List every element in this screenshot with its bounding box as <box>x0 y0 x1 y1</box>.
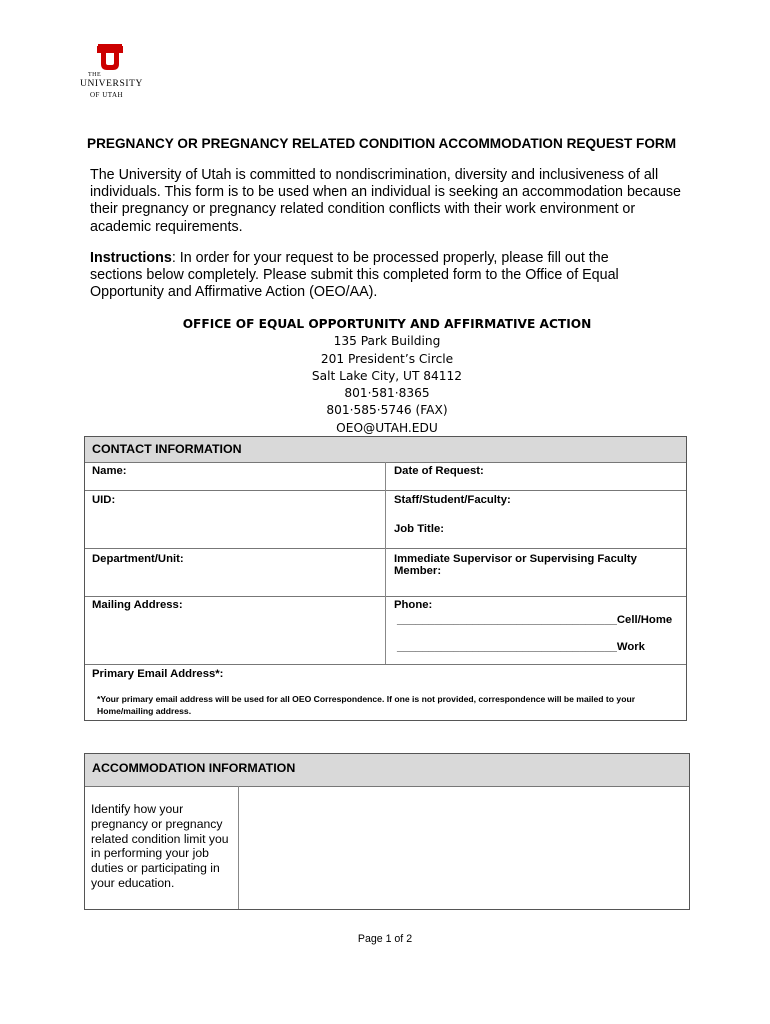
instructions-text: : In order for your request to be processed properly, please fill out the sections below completely. Please submit this completed form to the Office of Equal Opportunity and Affirmative Action (OEO/AA). <box>90 250 619 301</box>
staff-student-faculty-field[interactable]: Staff/Student/Faculty: <box>394 494 511 506</box>
accommodation-header: ACCOMMODATION INFORMATION <box>85 754 689 786</box>
phone-label: Phone: <box>394 599 433 611</box>
instructions-paragraph <box>90 250 650 302</box>
email-note: *Your primary email address will be used for all OEO Correspondence. If one is not provided, correspondence will be mailed to your Home/mailing address. <box>97 694 636 716</box>
primary-email-field[interactable]: Primary Email Address*: <box>92 668 224 680</box>
office-line3: Salt Lake City, UT 84112 <box>311 368 463 383</box>
office-address-block <box>85 316 689 437</box>
office-email: OEO@UTAH.EDU <box>336 420 438 435</box>
accommodation-response-field[interactable] <box>239 787 689 909</box>
logo-of-utah: OF UTAH <box>90 91 124 99</box>
logo-university: UNIVERSITY <box>80 79 143 89</box>
contact-information-table <box>84 436 687 721</box>
office-phone: 801·581·8365 <box>344 386 430 401</box>
university-logo <box>80 44 142 104</box>
work-phone-field[interactable]: ___________________________________Work <box>397 641 645 653</box>
mailing-address-field[interactable]: Mailing Address: <box>92 599 183 611</box>
office-line2: 201 President’s Circle <box>320 351 454 366</box>
office-line1: 135 Park Building <box>333 334 441 349</box>
uid-field[interactable]: UID: <box>92 494 116 506</box>
department-unit-field[interactable]: Department/Unit: <box>92 553 184 565</box>
cell-home-phone-field[interactable]: ___________________________________Cell/Home <box>397 614 673 626</box>
job-title-field[interactable]: Job Title: <box>394 523 445 535</box>
office-fax: 801·585·5746 (FAX) <box>326 403 448 418</box>
accommodation-question: Identify how your pregnancy or pregnancy related condition limit you in performing your job duties or participating in your education. <box>91 802 229 890</box>
page-number: Page 1 of 2 <box>357 933 413 945</box>
office-name: OFFICE OF EQUAL OPPORTUNITY AND AFFIRMATIVE ACTION <box>182 317 592 331</box>
accommodation-information-table <box>84 753 690 910</box>
logo-the: THE <box>88 72 102 78</box>
contact-header: CONTACT INFORMATION <box>85 437 686 462</box>
name-field[interactable]: Name: <box>92 465 127 477</box>
instructions-label: Instructions <box>90 250 172 266</box>
intro-paragraph: The University of Utah is committed to nondiscrimination, diversity and inclusiveness of all individuals. This form is to be used when an individual is seeking an accommodation because their pregnancy or pregnancy related condition conflicts with their work environment or academic requirements. <box>90 167 682 235</box>
supervisor-field[interactable]: Immediate Supervisor or Supervising Faculty Member: <box>394 553 637 577</box>
date-of-request-field[interactable]: Date of Request: <box>394 465 484 477</box>
form-title: PREGNANCY OR PREGNANCY RELATED CONDITION ACCOMMODATION REQUEST FORM <box>87 136 677 151</box>
